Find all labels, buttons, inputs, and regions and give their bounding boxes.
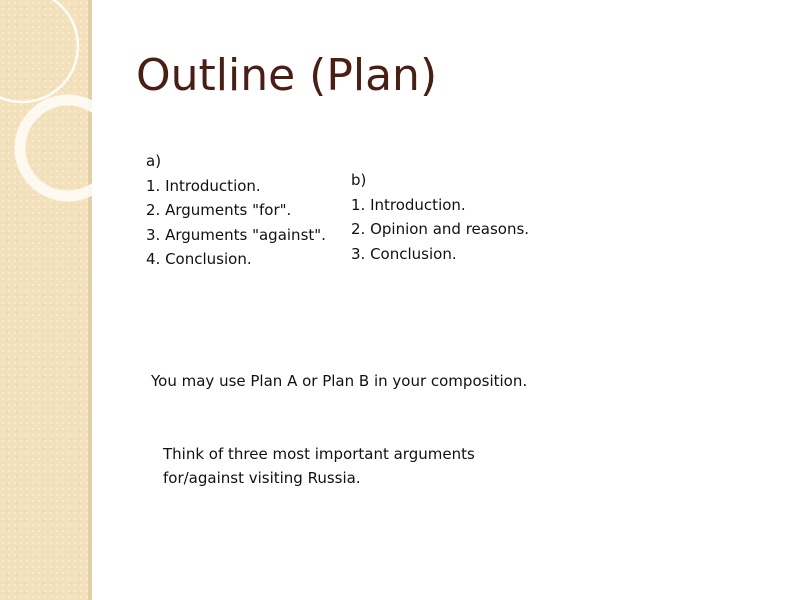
plan-a-item: 4. Conclusion. [146,250,252,268]
plan-choice-note: You may use Plan A or Plan B in your composition. [151,372,528,390]
plan-a-item: 1. Introduction. [146,176,261,195]
ring-small-icon [20,100,116,196]
plan-b-item: 2. Opinion and reasons. [351,220,530,238]
plan-a-label: a) [146,152,162,170]
plan-a-item: 3. Arguments "against". [146,225,326,244]
plan-a-list [146,149,326,272]
ring-large-icon [0,0,78,102]
plan-b-item: 3. Conclusion. [351,244,457,263]
plan-a-item: 2. Arguments "for". [146,201,292,219]
plan-b-label: b) [351,171,367,189]
plan-b-item: 1. Introduction. [351,195,466,214]
plan-b-list [351,168,529,266]
task-instruction: Think of three most important arguments for/against visiting Russia. [163,445,475,487]
decorative-rings [0,0,140,260]
slide-title: Outline (Plan) [136,50,438,101]
